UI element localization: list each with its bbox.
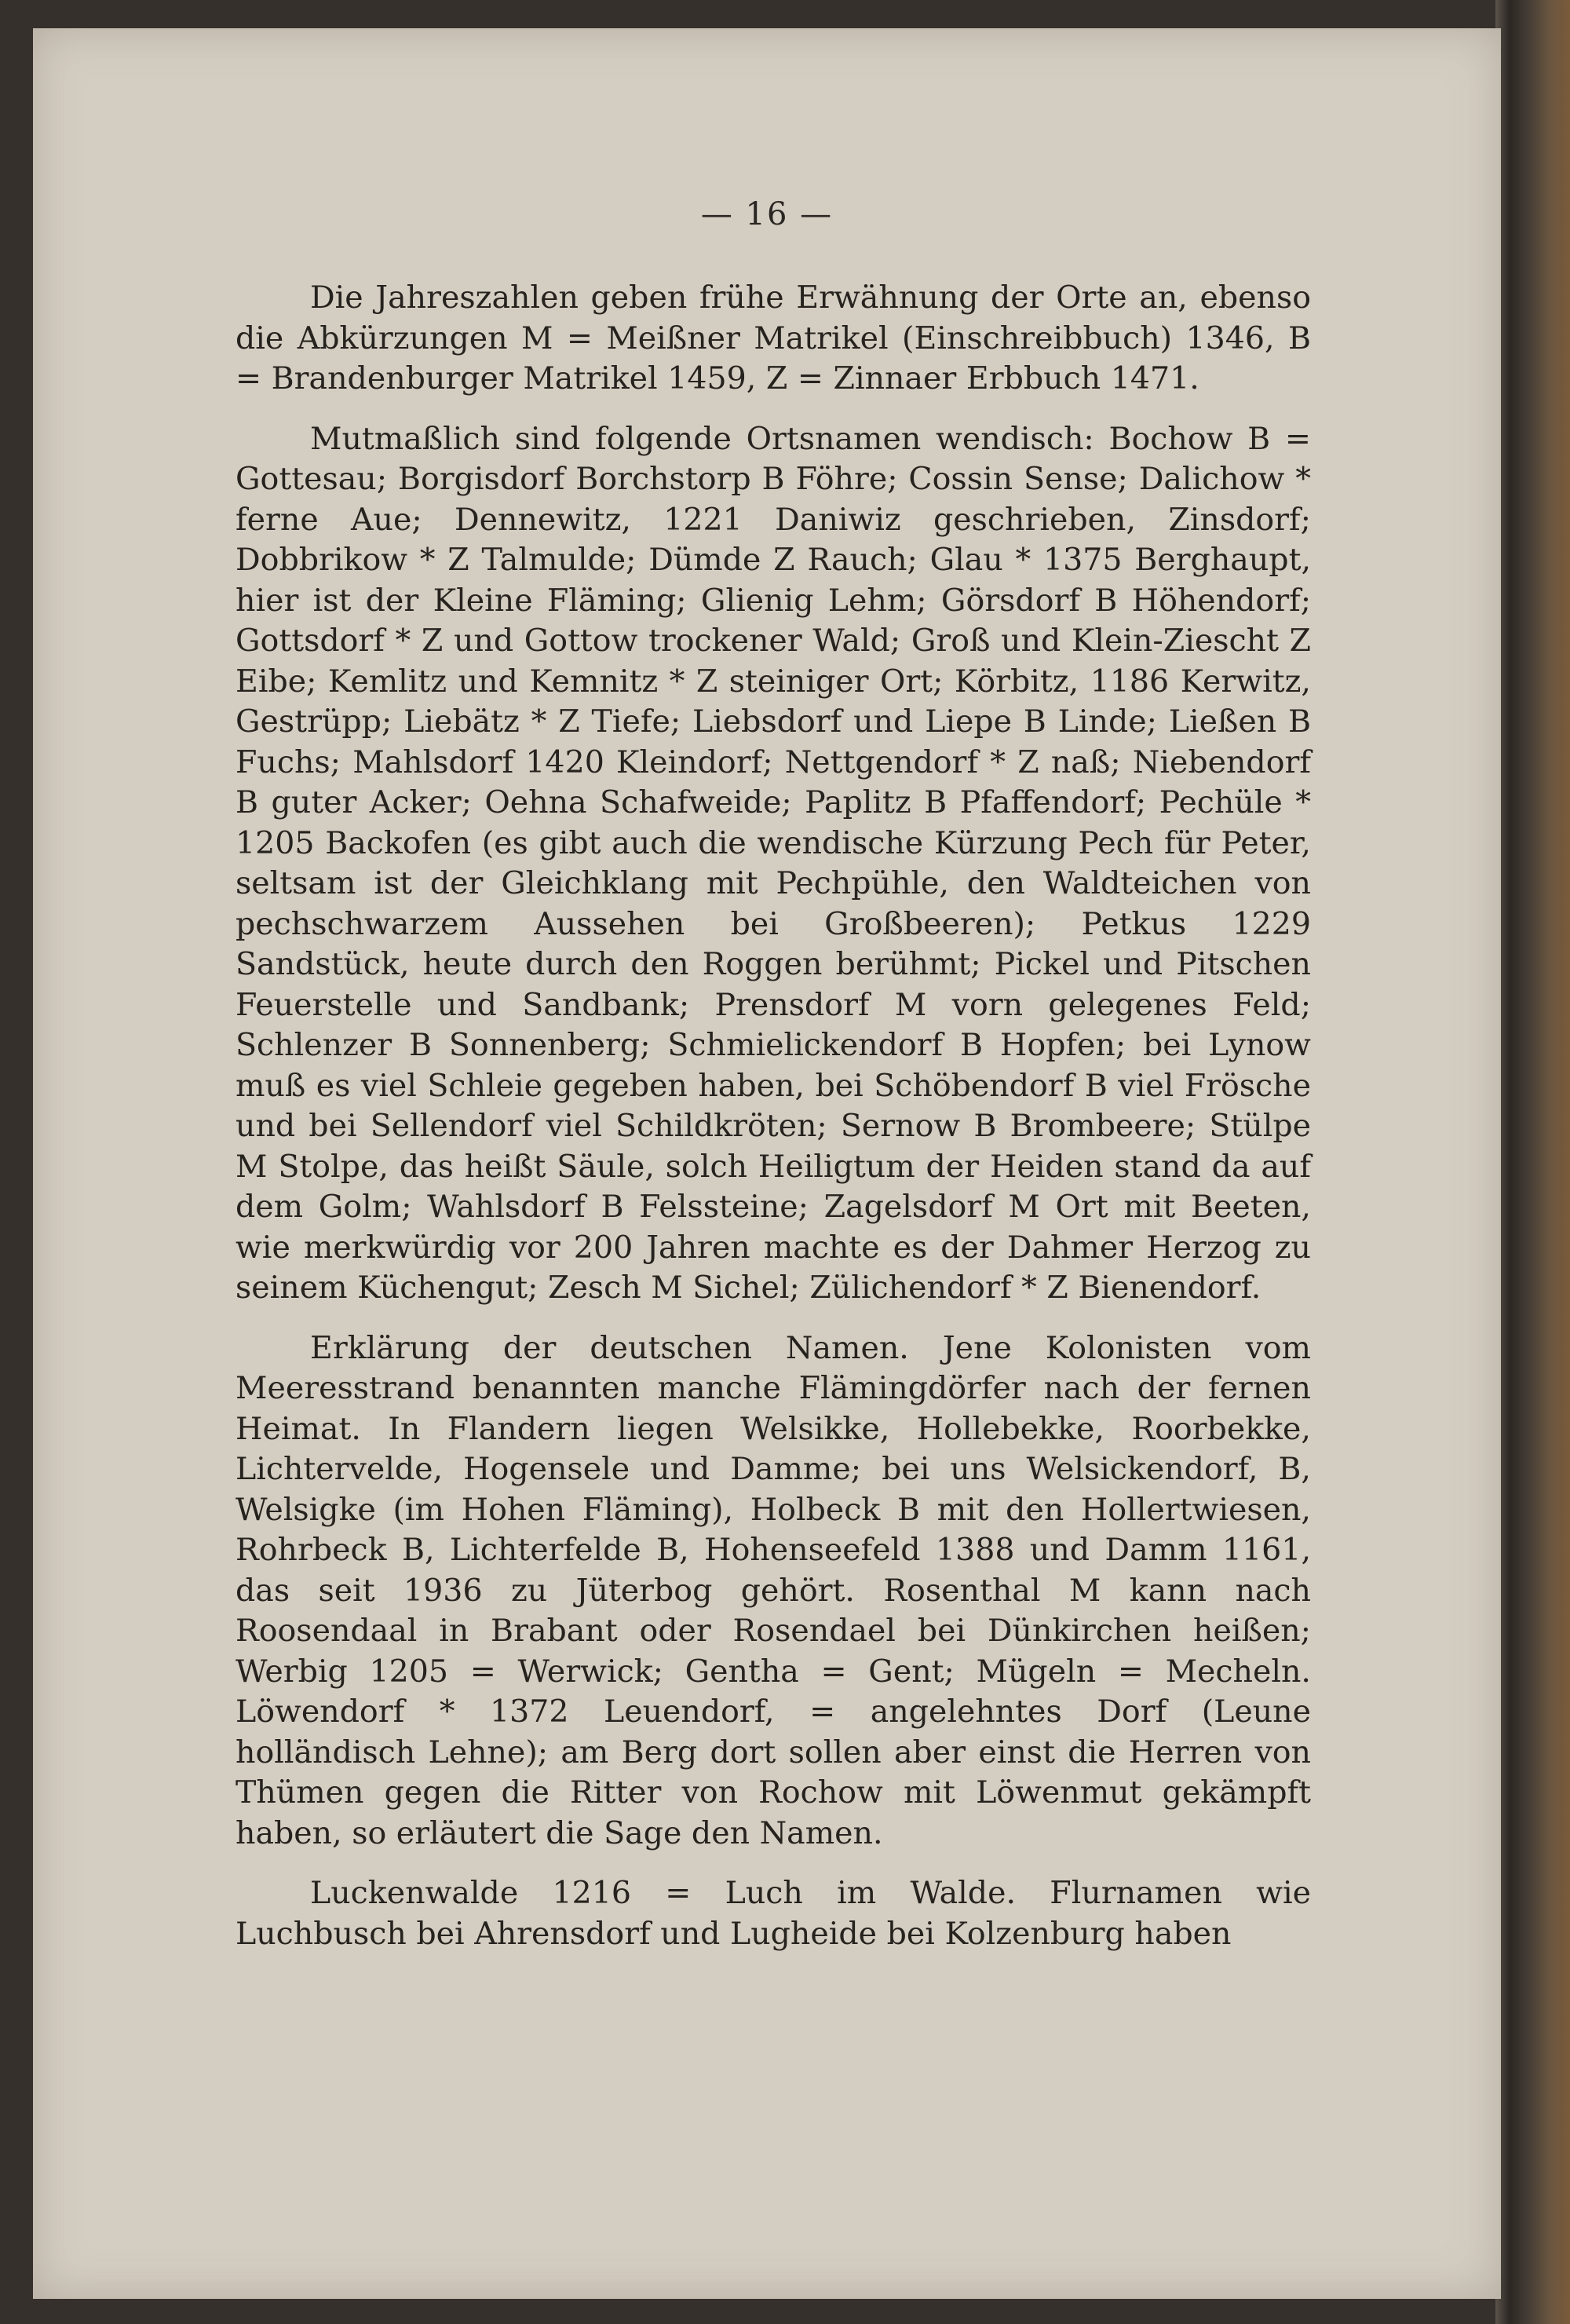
book-spine-edge — [1495, 0, 1570, 2324]
paragraph-german-names: Erklärung der deutschen Namen. Jene Kolonisten vom Meeresstrand benannten manche Flämingdörfer nach der fernen Heimat. In Flandern liegen Welsikke, Hollebekke, Roorbekke, Lichtervelde, Hogensele und Damme; bei uns Welsickendorf, B, Welsigke (im Hohen Fläming), Holbeck B mit den Hollertwiesen, Rohrbeck B, Lichterfelde B, Hohenseefeld 1388 und Damm 1161, das seit 1936 zu Jüterbog gehört. Rosenthal M kann nach Roosendaal in Brabant oder Rosendael bei Dünkirchen heißen; Werbig 1205 = Werwick; Gentha = Gent; Mügeln = Mecheln. Löwendorf * 1372 Leuendorf, = angelehntes Dorf (Leune holländisch Lehne); am Berg dort sollen aber einst die Herren von Thümen gegen die Ritter von Rochow mit Löwenmut gekämpft haben, so erläutert die Sage den Namen. — [236, 1329, 1311, 1851]
paragraph-intro: Die Jahreszahlen geben frühe Erwähnung der Orte an, ebenso die Abkürzungen M = Meißner Matrikel (Einschreibbuch) 1346, B = Brandenburger Matrikel 1459, Z = Zinnaer Erbbuch 1471. — [236, 280, 1311, 396]
paragraph-wendish-names: Mutmaßlich sind folgende Ortsnamen wendisch: Bochow B = Gottesau; Borgisdorf Borchstorp B Föhre; Cossin Sense; Dalichow * ferne Aue; Dennewitz, 1221 Daniwiz geschrieben, Zinsdorf; Dobbrikow * Z Talmulde; Dümde Z Rauch; Glau * 1375 Berghaupt, hier ist der Kleine Fläming; Glienig Lehm; Görsdorf B Höhendorf; Gottsdorf * Z und Gottow trockener Wald; Groß und Klein-Ziescht Z Eibe; Kemlitz und Kemnitz * Z steiniger Ort; Körbitz, 1186 Kerwitz, Gestrüpp; Liebätz * Z Tiefe; Liebsdorf und Liepe B Linde; Ließen B Fuchs; Mahlsdorf 1420 Kleindorf; Nettgendorf * Z naß; Niebendorf B guter Acker; Oehna Schafweide; Paplitz B Pfaffendorf; Pechüle * 1205 Backofen (es gibt auch die wendische Kürzung Pech für Peter, seltsam ist der Gleichklang mit Pechpühle, den Waldteichen von pechschwarzem Aussehen bei Großbeeren); Petkus 1229 Sandstück, heute durch den Roggen berühmt; Pickel und Pitschen Feuerstelle und Sandbank; Prensdorf M vorn gelegenes Feld; Schlenzer B Sonnenberg; Schmielickendorf B Hopfen; bei Lynow muß es viel Schleie gegeben haben, bei Schöbendorf B viel Frösche und bei Sellendorf viel Schildkröten; Sernow B Brombeere; Stülpe M Stolpe, das heißt Säule, solch Heiligtum der Heiden stand da auf dem Golm; Wahlsdorf B Felssteine; Zagelsdorf M Ort mit Beeten, wie merkwürdig vor 200 Jahren machte es der Dahmer Herzog zu seinem Küchengut; Zesch M Sichel; Zülichendorf * Z Bienendorf. — [236, 420, 1311, 1306]
book-page — [33, 28, 1501, 2299]
paragraph-luckenwalde: Luckenwalde 1216 = Luch im Walde. Flurnamen wie Luchbusch bei Ahrensdorf und Lugheide bei Kolzenburg haben — [236, 1875, 1311, 1952]
page-number: — 16 — — [700, 196, 834, 232]
page-text — [236, 278, 1311, 1974]
